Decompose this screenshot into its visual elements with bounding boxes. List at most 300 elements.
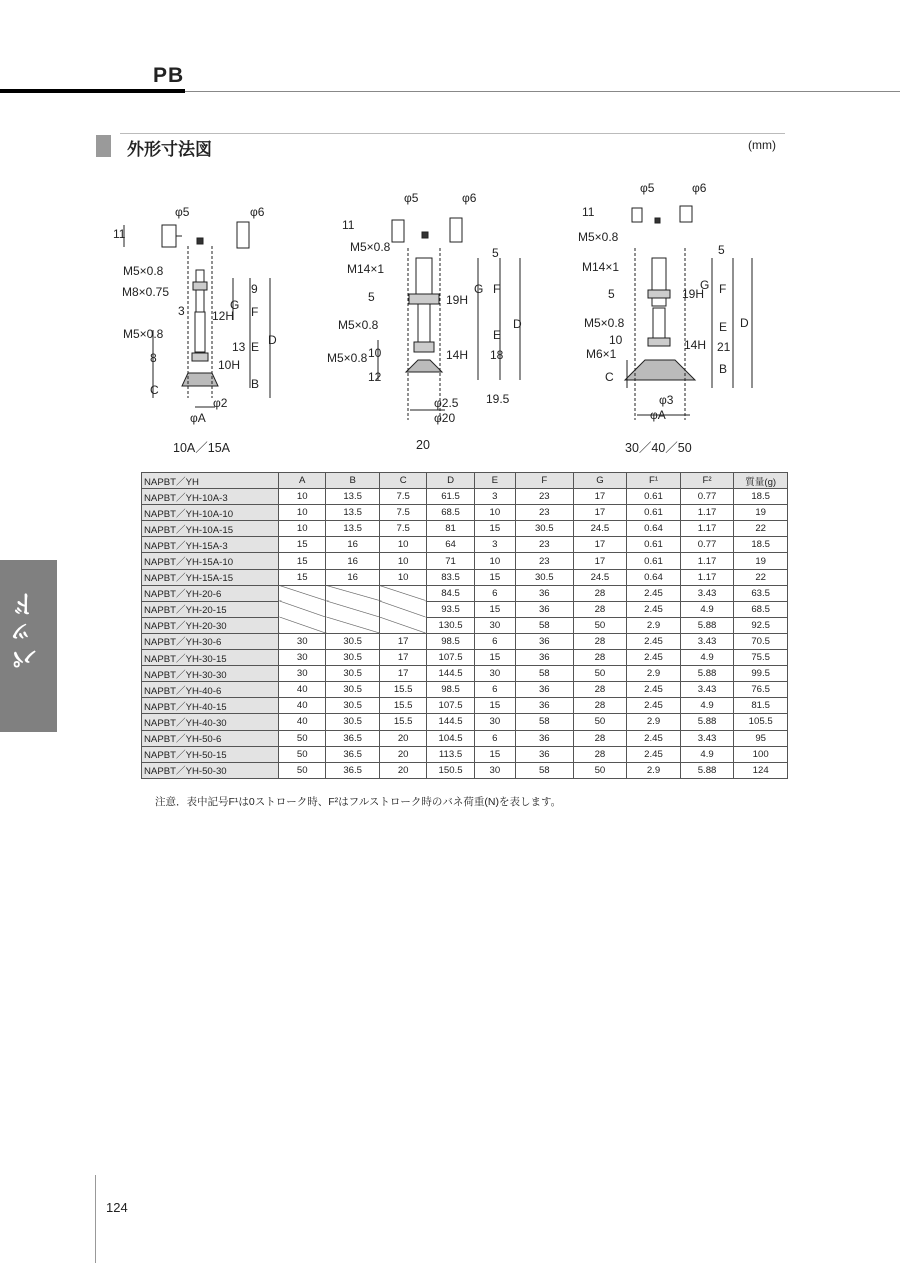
table-row: [142, 682, 788, 698]
col-header: E: [474, 473, 515, 489]
table-row: [142, 650, 788, 666]
value-cell: 7.5: [379, 505, 426, 521]
value-cell: 17: [573, 553, 627, 569]
value-cell: 4.9: [680, 698, 734, 714]
value-cell: 28: [573, 585, 627, 601]
value-cell: 36: [515, 601, 573, 617]
value-cell: 36: [515, 746, 573, 762]
value-cell: [326, 601, 380, 617]
d2-dim-19-5: 19.5: [486, 392, 510, 406]
value-cell: 0.61: [627, 553, 681, 569]
col-header: F¹: [627, 473, 681, 489]
d1-dim-e: E: [251, 340, 260, 354]
d1-dim-g: G: [230, 298, 240, 312]
col-header: 質量(g): [734, 473, 788, 489]
d2-dim-f: F: [493, 282, 501, 296]
value-cell: 2.45: [627, 682, 681, 698]
d3-dim-5: 5: [608, 287, 615, 301]
table-header-row: [142, 473, 788, 489]
value-cell: 28: [573, 601, 627, 617]
d2-dim-11: 11: [342, 218, 355, 232]
value-cell: 61.5: [427, 489, 474, 505]
col-header: B: [326, 473, 380, 489]
value-cell: 50: [573, 762, 627, 778]
table-row: [142, 553, 788, 569]
d2-thread-m5: M5×0.8: [350, 240, 391, 254]
d2-dim-5r: 5: [492, 246, 499, 260]
value-cell: 2.45: [627, 650, 681, 666]
value-cell: 28: [573, 633, 627, 649]
value-cell: 15.5: [379, 682, 426, 698]
section-rule: [120, 133, 785, 134]
table-row: [142, 762, 788, 778]
value-cell: 30.5: [326, 682, 380, 698]
value-cell: 30.5: [515, 569, 573, 585]
value-cell: 0.61: [627, 505, 681, 521]
model-cell: NAPBT／YH-20-6: [142, 585, 279, 601]
value-cell: 6: [474, 585, 515, 601]
value-cell: 30: [279, 666, 326, 682]
value-cell: [379, 617, 426, 633]
d2-dim-10: 10: [368, 346, 382, 360]
table-row: [142, 489, 788, 505]
col-header: F²: [680, 473, 734, 489]
d3-dim-g: G: [700, 278, 710, 292]
model-cell: NAPBT／YH-40-30: [142, 714, 279, 730]
value-cell: 95: [734, 730, 788, 746]
d1-thread-m5: M5×0.8: [123, 264, 164, 278]
value-cell: 15.5: [379, 698, 426, 714]
d1-phi2: φ2: [213, 396, 228, 410]
d3-dim-5r: 5: [718, 243, 725, 257]
d1-hex-12h: 12H: [212, 309, 235, 323]
value-cell: 68.5: [734, 601, 788, 617]
value-cell: 58: [515, 714, 573, 730]
d1-caption: 10A／15A: [173, 441, 230, 455]
spec-table: [141, 472, 788, 779]
value-cell: 81.5: [734, 698, 788, 714]
section-marker: [96, 135, 111, 157]
d1-dim-3: 3: [178, 304, 185, 318]
value-cell: 6: [474, 682, 515, 698]
value-cell: 76.5: [734, 682, 788, 698]
value-cell: 3.43: [680, 682, 734, 698]
col-header: F: [515, 473, 573, 489]
value-cell: 20: [379, 746, 426, 762]
unit-label: (mm): [748, 138, 776, 152]
value-cell: 2.45: [627, 746, 681, 762]
value-cell: 23: [515, 505, 573, 521]
d1-phi-a: φA: [190, 411, 206, 425]
value-cell: 23: [515, 537, 573, 553]
model-cell: NAPBT／YH-10A-3: [142, 489, 279, 505]
value-cell: 16: [326, 537, 380, 553]
value-cell: 64: [427, 537, 474, 553]
d1-hex-10h: 10H: [218, 358, 241, 372]
value-cell: 28: [573, 698, 627, 714]
value-cell: 24.5: [573, 569, 627, 585]
page-rule: [95, 1175, 96, 1263]
side-tab-label: パッド: [12, 590, 40, 671]
value-cell: 4.9: [680, 601, 734, 617]
d3-caption: 30／40／50: [625, 441, 692, 455]
value-cell: [379, 601, 426, 617]
table-row: [142, 601, 788, 617]
value-cell: 30: [279, 650, 326, 666]
model-cell: NAPBT／YH-15A-3: [142, 537, 279, 553]
d1-dim-11: 11: [113, 227, 126, 241]
value-cell: 22: [734, 569, 788, 585]
value-cell: 28: [573, 650, 627, 666]
d2-dim-12: 12: [368, 370, 382, 384]
value-cell: 36: [515, 650, 573, 666]
table-row: [142, 505, 788, 521]
value-cell: 19: [734, 553, 788, 569]
value-cell: 0.61: [627, 537, 681, 553]
value-cell: [326, 585, 380, 601]
value-cell: 3.43: [680, 585, 734, 601]
value-cell: 2.9: [627, 666, 681, 682]
d2-dim-d: D: [513, 317, 522, 331]
value-cell: 2.45: [627, 698, 681, 714]
d3-phi3: φ3: [659, 393, 674, 407]
d1-dim-f: F: [251, 305, 259, 319]
value-cell: 15.5: [379, 714, 426, 730]
value-cell: 58: [515, 617, 573, 633]
d1-dim-8: 8: [150, 351, 157, 365]
d1-thread-m5b: M5×0.8: [123, 327, 164, 341]
d1-dim-b: B: [251, 377, 260, 391]
value-cell: 20: [379, 762, 426, 778]
value-cell: 105.5: [734, 714, 788, 730]
value-cell: 50: [279, 762, 326, 778]
value-cell: 5.88: [680, 762, 734, 778]
value-cell: 15: [474, 601, 515, 617]
value-cell: [279, 585, 326, 601]
table-row: [142, 537, 788, 553]
value-cell: 28: [573, 746, 627, 762]
model-cell: NAPBT／YH-40-6: [142, 682, 279, 698]
value-cell: 10: [474, 553, 515, 569]
model-cell: NAPBT／YH-40-15: [142, 698, 279, 714]
value-cell: 2.9: [627, 714, 681, 730]
value-cell: 30.5: [515, 521, 573, 537]
value-cell: 2.45: [627, 601, 681, 617]
d3-phi5: φ5: [640, 181, 655, 195]
value-cell: 124: [734, 762, 788, 778]
value-cell: 4.9: [680, 746, 734, 762]
table-row: [142, 730, 788, 746]
d1-dim-9: 9: [251, 282, 258, 296]
header-bar: [0, 89, 185, 93]
col-header: NAPBT／YH: [142, 473, 279, 489]
value-cell: 99.5: [734, 666, 788, 682]
value-cell: 100: [734, 746, 788, 762]
value-cell: 107.5: [427, 650, 474, 666]
value-cell: 144.5: [427, 714, 474, 730]
d3-dim-11: 11: [582, 205, 595, 219]
model-cell: NAPBT／YH-50-30: [142, 762, 279, 778]
value-cell: 1.17: [680, 521, 734, 537]
value-cell: 30.5: [326, 650, 380, 666]
value-cell: 40: [279, 682, 326, 698]
value-cell: 0.61: [627, 489, 681, 505]
value-cell: [379, 585, 426, 601]
table-row: [142, 698, 788, 714]
value-cell: 30.5: [326, 633, 380, 649]
value-cell: 36: [515, 698, 573, 714]
value-cell: 2.45: [627, 585, 681, 601]
value-cell: 68.5: [427, 505, 474, 521]
value-cell: 0.77: [680, 537, 734, 553]
d2-caption: 20: [416, 438, 430, 452]
value-cell: 7.5: [379, 489, 426, 505]
value-cell: 13.5: [326, 521, 380, 537]
value-cell: 15: [474, 650, 515, 666]
value-cell: 18.5: [734, 489, 788, 505]
col-header: A: [279, 473, 326, 489]
col-header: G: [573, 473, 627, 489]
value-cell: 6: [474, 633, 515, 649]
value-cell: 98.5: [427, 682, 474, 698]
d3-phi6: φ6: [692, 181, 707, 195]
value-cell: 23: [515, 553, 573, 569]
value-cell: 30: [474, 762, 515, 778]
value-cell: 18.5: [734, 537, 788, 553]
d2-hex-19h: 19H: [446, 293, 469, 307]
value-cell: 36: [515, 682, 573, 698]
table-row: [142, 746, 788, 762]
value-cell: 40: [279, 698, 326, 714]
value-cell: 50: [573, 714, 627, 730]
value-cell: 3: [474, 537, 515, 553]
value-cell: 7.5: [379, 521, 426, 537]
value-cell: 2.45: [627, 633, 681, 649]
value-cell: 28: [573, 682, 627, 698]
page-header-title: PB: [153, 64, 185, 87]
value-cell: 144.5: [427, 666, 474, 682]
model-cell: NAPBT／YH-10A-15: [142, 521, 279, 537]
d2-dim-18: 18: [490, 348, 504, 362]
value-cell: 6: [474, 730, 515, 746]
table-row: [142, 714, 788, 730]
value-cell: 36.5: [326, 746, 380, 762]
model-cell: NAPBT／YH-50-6: [142, 730, 279, 746]
value-cell: 5.88: [680, 714, 734, 730]
value-cell: 58: [515, 666, 573, 682]
value-cell: 16: [326, 569, 380, 585]
drawing-10a-15a: [124, 222, 270, 407]
model-cell: NAPBT／YH-15A-10: [142, 553, 279, 569]
value-cell: 113.5: [427, 746, 474, 762]
value-cell: [279, 617, 326, 633]
value-cell: 107.5: [427, 698, 474, 714]
value-cell: 17: [379, 633, 426, 649]
col-header: C: [379, 473, 426, 489]
value-cell: 50: [279, 746, 326, 762]
value-cell: 84.5: [427, 585, 474, 601]
value-cell: 16: [326, 553, 380, 569]
table-row: [142, 666, 788, 682]
d2-phi6: φ6: [462, 191, 477, 205]
value-cell: 1.17: [680, 505, 734, 521]
value-cell: 17: [573, 505, 627, 521]
value-cell: 1.17: [680, 569, 734, 585]
value-cell: 83.5: [427, 569, 474, 585]
value-cell: 15: [279, 537, 326, 553]
drawing-30-40-50: [625, 206, 752, 420]
value-cell: 93.5: [427, 601, 474, 617]
model-cell: NAPBT／YH-20-30: [142, 617, 279, 633]
d2-phi5: φ5: [404, 191, 419, 205]
d1-dim-13: 13: [232, 340, 246, 354]
value-cell: 92.5: [734, 617, 788, 633]
d2-dim-g: G: [474, 282, 484, 296]
d3-dim-e: E: [719, 320, 728, 334]
value-cell: 30: [474, 666, 515, 682]
value-cell: 4.9: [680, 650, 734, 666]
header-rule: [185, 91, 900, 92]
d3-thread-m5b: M5×0.8: [584, 316, 625, 330]
model-cell: NAPBT／YH-30-15: [142, 650, 279, 666]
value-cell: 36.5: [326, 730, 380, 746]
value-cell: 17: [573, 537, 627, 553]
value-cell: 98.5: [427, 633, 474, 649]
d3-dim-d: D: [740, 316, 749, 330]
value-cell: 1.17: [680, 553, 734, 569]
value-cell: 0.77: [680, 489, 734, 505]
value-cell: 36.5: [326, 762, 380, 778]
table-body: [142, 489, 788, 779]
value-cell: 15: [474, 698, 515, 714]
value-cell: 10: [379, 537, 426, 553]
d3-dim-c: C: [605, 370, 614, 384]
table-row: [142, 569, 788, 585]
value-cell: 10: [279, 489, 326, 505]
table-row: [142, 633, 788, 649]
value-cell: 2.45: [627, 730, 681, 746]
value-cell: 0.64: [627, 569, 681, 585]
value-cell: 75.5: [734, 650, 788, 666]
d3-dim-b: B: [719, 362, 728, 376]
value-cell: 20: [379, 730, 426, 746]
d2-hex-14h: 14H: [446, 348, 469, 362]
model-cell: NAPBT／YH-10A-10: [142, 505, 279, 521]
value-cell: 15: [474, 521, 515, 537]
value-cell: 50: [279, 730, 326, 746]
value-cell: 13.5: [326, 505, 380, 521]
section-title: 外形寸法図: [127, 140, 212, 159]
model-cell: NAPBT／YH-30-30: [142, 666, 279, 682]
table-row: [142, 521, 788, 537]
value-cell: 10: [279, 521, 326, 537]
value-cell: 15: [279, 569, 326, 585]
value-cell: 5.88: [680, 617, 734, 633]
table-row: [142, 585, 788, 601]
value-cell: 22: [734, 521, 788, 537]
value-cell: 2.9: [627, 762, 681, 778]
d2-dim-e: E: [493, 328, 502, 342]
value-cell: 30.5: [326, 714, 380, 730]
value-cell: 15: [474, 569, 515, 585]
value-cell: 36: [515, 730, 573, 746]
value-cell: 130.5: [427, 617, 474, 633]
d1-phi5: φ5: [175, 205, 190, 219]
d3-hex-14h: 14H: [684, 338, 707, 352]
model-cell: NAPBT／YH-30-6: [142, 633, 279, 649]
d2-phi2-5: φ2.5: [434, 396, 459, 410]
value-cell: 30.5: [326, 698, 380, 714]
value-cell: 50: [573, 617, 627, 633]
d3-thread-m6: M6×1: [586, 347, 617, 361]
value-cell: 15: [474, 746, 515, 762]
d1-phi6: φ6: [250, 205, 265, 219]
value-cell: 30: [279, 633, 326, 649]
value-cell: 30.5: [326, 666, 380, 682]
value-cell: 36: [515, 633, 573, 649]
value-cell: 104.5: [427, 730, 474, 746]
d2-thread-m14: M14×1: [347, 262, 385, 276]
value-cell: 28: [573, 730, 627, 746]
value-cell: 13.5: [326, 489, 380, 505]
model-cell: NAPBT／YH-50-15: [142, 746, 279, 762]
value-cell: 70.5: [734, 633, 788, 649]
value-cell: 17: [379, 666, 426, 682]
d1-dim-c: C: [150, 383, 159, 397]
value-cell: 10: [279, 505, 326, 521]
value-cell: 36: [515, 585, 573, 601]
value-cell: 10: [474, 505, 515, 521]
d2-dim-5: 5: [368, 290, 375, 304]
value-cell: 81: [427, 521, 474, 537]
page-number: 124: [106, 1200, 128, 1215]
value-cell: 23: [515, 489, 573, 505]
d2-phi20: φ20: [434, 411, 456, 425]
value-cell: 24.5: [573, 521, 627, 537]
value-cell: 17: [573, 489, 627, 505]
value-cell: 71: [427, 553, 474, 569]
table-row: [142, 617, 788, 633]
value-cell: 150.5: [427, 762, 474, 778]
d3-thread-m5: M5×0.8: [578, 230, 619, 244]
value-cell: 63.5: [734, 585, 788, 601]
model-cell: NAPBT／YH-20-15: [142, 601, 279, 617]
d3-dim-21: 21: [717, 340, 731, 354]
d3-hex-19h: 19H: [682, 287, 705, 301]
d3-phi-a: φA: [650, 408, 666, 422]
model-cell: NAPBT／YH-15A-15: [142, 569, 279, 585]
value-cell: 3.43: [680, 730, 734, 746]
d3-thread-m14: M14×1: [582, 260, 620, 274]
d2-thread-m5c: M5×0.8: [327, 351, 368, 365]
value-cell: 58: [515, 762, 573, 778]
value-cell: 3.43: [680, 633, 734, 649]
value-cell: 10: [379, 553, 426, 569]
d1-dim-d: D: [268, 333, 277, 347]
value-cell: 10: [379, 569, 426, 585]
d1-thread-m8: M8×0.75: [122, 285, 170, 299]
value-cell: 19: [734, 505, 788, 521]
table-note: 注意．表中記号F¹は0ストローク時、F²はフルストローク時のバネ荷重(N)を表します。: [155, 796, 562, 808]
value-cell: 5.88: [680, 666, 734, 682]
value-cell: 2.9: [627, 617, 681, 633]
value-cell: [279, 601, 326, 617]
col-header: D: [427, 473, 474, 489]
value-cell: 3: [474, 489, 515, 505]
d3-dim-f: F: [719, 282, 727, 296]
value-cell: 30: [474, 617, 515, 633]
value-cell: [326, 617, 380, 633]
